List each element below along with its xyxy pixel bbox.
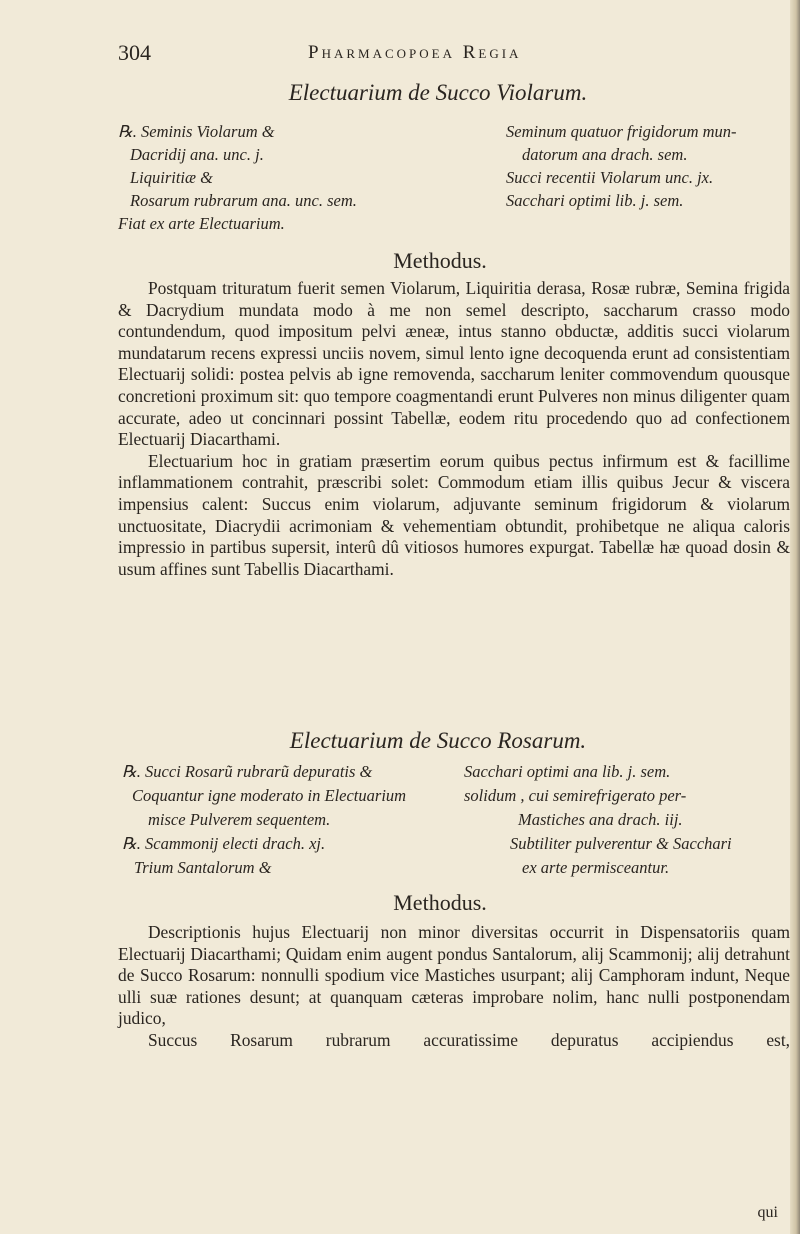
- recipe-right-line: ex arte permisceantur.: [522, 858, 670, 877]
- recipe-right-line: Succi recentii Violarum unc. jx.: [506, 168, 714, 187]
- recipe-right-line: solidum , cui semirefrigerato per-: [464, 786, 687, 805]
- page-header: [118, 40, 758, 70]
- recipe-left-line: Dacridij ana. unc. j.: [130, 145, 264, 164]
- paragraph: Postquam trituratum fuerit semen Violarum, Liquiritia derasa, Rosæ rubræ, Semina frigida & Dacrydium mundata modo à me non semel descripto, saccharum crasso modo contundendum, quod impositum pelvi æneæ, intus stanno obductæ, additis succi violarum mundatarum recens expressi unciis novem, simul lento igne decoquenda erunt ad consistentiam Electuarij solidi: postea pelvis ab igne removenda, saccharum leniter commovendum quousque concretioni proximum sit: quo tempore coagmentandi erunt Pulveres non minus diligenter quam accurate, adeo ut concinnari possint Tabellæ, eodem ritu procedendo quo ad confectionem Electuarij Diacarthami.: [118, 278, 790, 450]
- paragraph-last-line: Succus Rosarum rubrarum accuratissime depuratus accipiendus est,: [148, 1029, 790, 1050]
- recipe-right-line: Seminum quatuor frigidorum mun-: [506, 122, 737, 141]
- recipe-left-line: ℞. Succi Rosarũ rubrarũ depuratis &: [122, 762, 373, 781]
- recipe-left-line: Liquiritiæ &: [130, 168, 213, 187]
- recipe-right-line: datorum ana drach. sem.: [522, 145, 688, 164]
- recipe-left-line: Trium Santalorum &: [134, 858, 272, 877]
- method-heading: Methodus.: [393, 248, 487, 273]
- section-title-violarum: Electuarium de Succo Violarum.: [288, 80, 588, 105]
- recipe-right-line: Subtiliter pulverentur & Sacchari: [510, 834, 732, 853]
- recipe-right-line: Sacchari optimi ana lib. j. sem.: [464, 762, 671, 781]
- section2-text: [118, 922, 790, 1052]
- recipe-left-line: Fiat ex arte Electuarium.: [118, 214, 285, 233]
- catchword: qui: [757, 1204, 778, 1221]
- method-heading: Methodus.: [393, 890, 487, 915]
- paragraph: Descriptionis hujus Electuarij non minor diversitas occurrit in Dispensatoriis quam Electuarij Diacarthami; Quidam enim augent pondus Santalorum, alij Scammonij; alij detrahunt de Succo Rosarum: nonnulli spodium vice Mastiches usurpant; alij Camphoram indunt, Neque ulli suæ rationes desunt; at quanquam cæteras improbare nolim, hanc nulli postponendam judico,: [118, 922, 790, 1029]
- section-title-rosarum: Electuarium de Succo Rosarum.: [289, 728, 587, 753]
- recipe-left-line: Coquantur igne moderato in Electuarium: [132, 786, 407, 805]
- recipe-left-line: misce Pulverem sequentem.: [148, 810, 331, 829]
- recipe-left-line: Rosarum rubrarum ana. unc. sem.: [130, 191, 357, 210]
- recipe-left-line: ℞. Seminis Violarum &: [118, 122, 275, 141]
- page-number: 304: [118, 40, 151, 65]
- running-title: Pharmacopoea Regia: [308, 42, 522, 63]
- recipe-left-line: ℞. Scammonij electi drach. xj.: [122, 834, 326, 853]
- section1-text: [118, 278, 790, 580]
- page-edge: [790, 0, 800, 1234]
- paragraph: Electuarium hoc in gratiam præsertim eorum quibus pectus infirmum est & facillime inflammationem contrahit, præscribi solet: Commodum etiam illis quibus Jecur & viscera impensius calent: Succus enim violarum, adjuvante seminum frigidorum & violarum unctuositate, Diacrydii acrimoniam & vehementiam obtundit, prohibetque ne aliqua caloris impressio in partibus supersit, interû dû vitiosos humores expurgat. Tabellæ hæ quoad dosin & usum affines sunt Tabellis Diacarthami.: [118, 450, 790, 579]
- recipe-right-line: Sacchari optimi lib. j. sem.: [506, 191, 684, 210]
- recipe-right-line: Mastiches ana drach. iij.: [518, 810, 683, 829]
